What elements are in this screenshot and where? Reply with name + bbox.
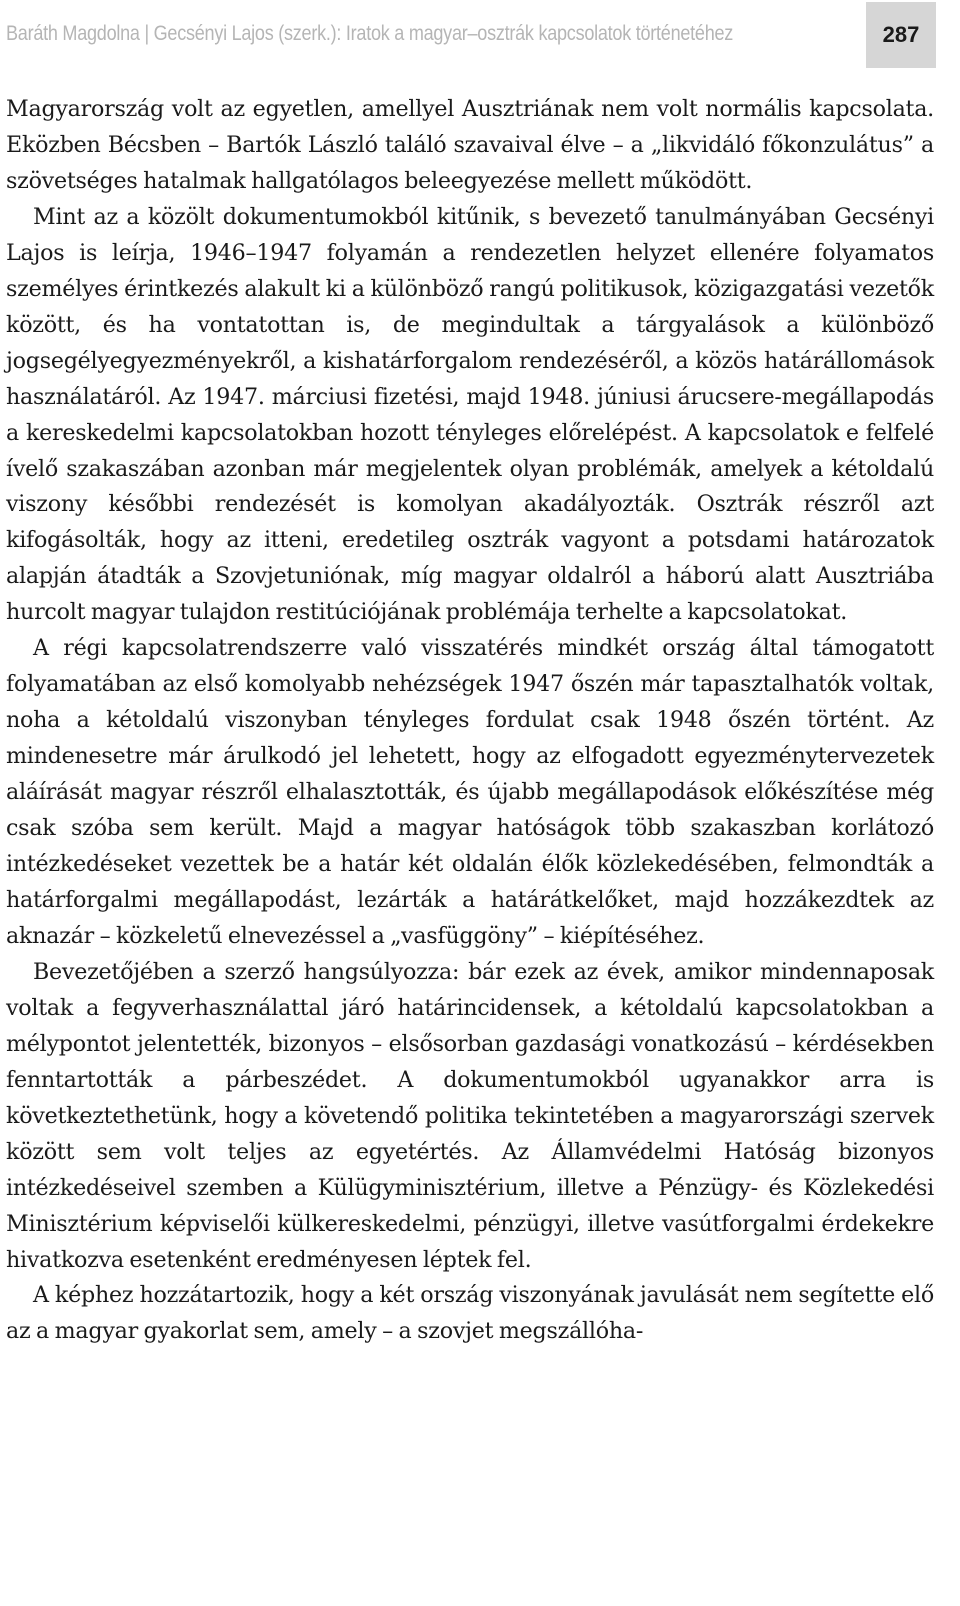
page-number-box xyxy=(866,2,936,68)
page-number: 287 xyxy=(882,22,920,47)
paragraph-1: Magyarország volt az egyetlen, amellyel Ausztriának nem volt normális kapcsolata. Eközben Bécsben – Bartók László találó szavaival élve – a „likvidáló főkonzulátus” a szövetséges hatalmak hallgatólagos beleegyezése mellett működött. xyxy=(6,96,934,194)
paragraph-4: Bevezetőjében a szerző hangsúlyozza: bár ezek az évek, amikor mindennaposak voltak a fegyverhasználattal járó határincidensek, a kétoldalú kapcsolatokban a mélypontot jelentették, bizonyos – elsősorban gazdasági vonatkozású – kérdésekben fenntartották a párbeszédet. A dokumentumokból ugyanakkor arra is következtethetünk, hogy a követendő politika tekintetében a magyarországi szervek között sem volt teljes az egyetértés. Az Államvédelmi Hatóság bizonyos intézkedéseivel szemben a Külügyminisztérium, illetve a Pénzügy- és Közlekedési Minisztérium képviselői külkereskedelmi, pénzügyi, illetve vasútforgalmi érdekekre hivatkozva esetenként eredményesen léptek fel. xyxy=(6,958,934,1273)
running-header xyxy=(0,0,960,70)
paragraph-3: A régi kapcsolatrendszerre való visszatérés mindkét ország által támogatott folyamatában az első komolyabb nehézségek 1947 őszén már tapasztalhatók voltak, noha a kétoldalú viszonyban tényleges fordulat csak 1948 őszén történt. Az mindenesetre már árulkodó jel lehetett, hogy az elfogadott egyezménytervezetek aláírását magyar részről elhalasztották, és újabb megállapodások előkészítése még csak szóba sem került. Majd a magyar hatóságok több szakaszban korlátozó intézkedéseket vezettek be a határ két oldalán élők közlekedésében, felmondták a határforgalmi megállapodást, lezárták a határátkelőket, majd hozzákezdtek az aknazár – közkeletű elnevezéssel a „vasfüggöny” – kiépítéséhez. xyxy=(6,635,934,949)
paragraph-5: A képhez hozzátartozik, hogy a két ország viszonyának javulását nem segítette elő az a magyar gyakorlat sem, amely – a szovjet megszállóha- xyxy=(6,1282,934,1345)
body-text xyxy=(6,92,934,1350)
paragraph-2: Mint az a közölt dokumentumokból kitűnik, s bevezető tanulmányában Gecsényi Lajos is leírja, 1946–1947 folyamán a rendezetlen helyzet ellenére folyamatos személyes érintkezés alakult ki a különböző rangú politikusok, közigazgatási vezetők között, és ha vontatottan is, de megindultak a tárgyalások a különböző jogsegélyegyezményekről, a kishatárforgalom rendezéséről, a közös határállomások használatáról. Az 1947. márciusi fizetési, majd 1948. júniusi árucsere-megállapodás a kereskedelmi kapcsolatokban hozott tényleges előrelépést. A kapcsolatok e felfelé ívelő szakaszában azonban már megjelentek olyan problémák, amelyek a kétoldalú viszony későbbi rendezését is komolyan akadályozták. Osztrák részről azt kifogásolták, hogy az itteni, eredetileg osztrák vagyont a potsdami határozatok alapján átadták a Szovjetuniónak, míg magyar oldalról a háború alatt Ausztriába hurcolt magyar tulajdon restitúciójának problémája terhelte a kapcsolatokat. xyxy=(6,203,934,626)
running-title: Baráth Magdolna | Gecsényi Lajos (szerk.): Iratok a magyar–osztrák kapcsolatok történetéhez xyxy=(6,22,734,45)
